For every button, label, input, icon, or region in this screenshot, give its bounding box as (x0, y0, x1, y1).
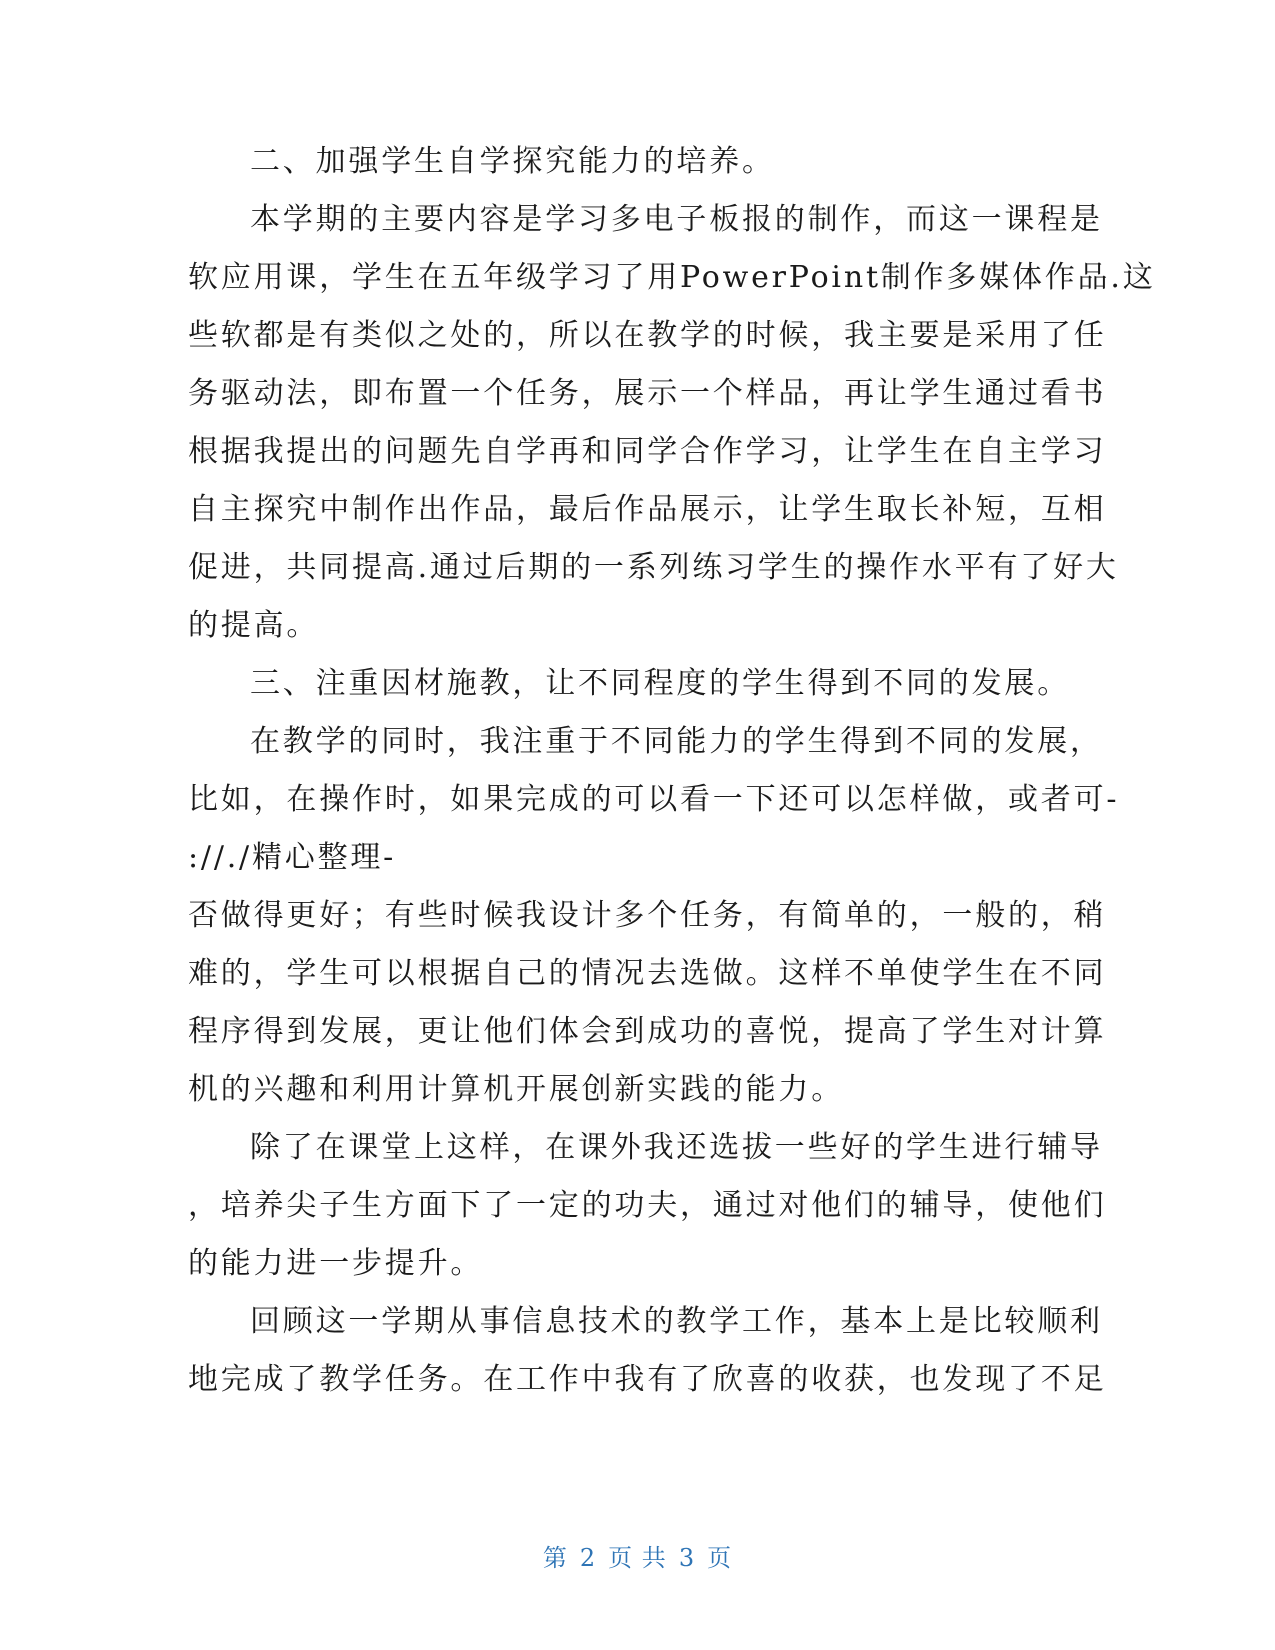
paragraph-line: 除了在课堂上这样，在课外我还选拔一些好的学生进行辅导 (250, 1130, 1103, 1165)
paragraph-line: 本学期的主要内容是学习多电子板报的制作，而这一课程是 (250, 202, 1103, 237)
paragraph-line: 促进，共同提高.通过后期的一系列练习学生的操作水平有了好大 (188, 550, 1119, 585)
paragraph-line: 的能力进一步提升。 (188, 1246, 484, 1281)
paragraph-line: 地完成了教学任务。在工作中我有了欣喜的收获，也发现了不足 (188, 1362, 1107, 1397)
paragraph-line: 的提高。 (188, 608, 320, 643)
paragraph-line: 在教学的同时，我注重于不同能力的学生得到不同的发展， (250, 724, 1103, 759)
page-footer (0, 1538, 1275, 1573)
paragraph-line: 否做得更好；有些时候我设计多个任务，有简单的，一般的，稍 (188, 898, 1107, 933)
total-pages-number: 3 (678, 1544, 696, 1572)
paragraph-line: 些软都是有类似之处的，所以在教学的时候，我主要是采用了任 (188, 318, 1107, 353)
footer-suffix: 页 (707, 1544, 733, 1572)
footer-middle: 页 共 (608, 1544, 667, 1572)
paragraph-line: 务驱动法，即布置一个任务，展示一个样品，再让学生通过看书 (188, 376, 1107, 411)
section-heading-3: 三、注重因材施教，让不同程度的学生得到不同的发展。 (250, 666, 1070, 701)
paragraph-line: 软应用课，学生在五年级学习了用PowerPoint制作多媒体作品.这 (188, 260, 1156, 295)
paragraph-line: 机的兴趣和利用计算机开展创新实践的能力。 (188, 1072, 844, 1107)
section-heading-2: 二、加强学生自学探究能力的培养。 (250, 144, 775, 179)
paragraph-line: 自主探究中制作出作品，最后作品展示，让学生取长补短，互相 (188, 492, 1107, 527)
paragraph-line: 难的，学生可以根据自己的情况去选做。这样不单使学生在不同 (188, 956, 1107, 991)
paragraph-line: 根据我提出的问题先自学再和同学合作学习，让学生在自主学习 (188, 434, 1107, 469)
paragraph-line: ，培养尖子生方面下了一定的功夫，通过对他们的辅导，使他们 (188, 1188, 1107, 1223)
footer-prefix: 第 (542, 1544, 568, 1572)
paragraph-line: 程序得到发展，更让他们体会到成功的喜悦，提高了学生对计算 (188, 1014, 1107, 1049)
current-page-number: 2 (579, 1544, 597, 1572)
paragraph-line: ://./精心整理- (188, 840, 397, 875)
paragraph-line: 回顾这一学期从事信息技术的教学工作，基本上是比较顺利 (250, 1304, 1103, 1339)
paragraph-line: 比如，在操作时，如果完成的可以看一下还可以怎样做，或者可- (188, 782, 1120, 817)
